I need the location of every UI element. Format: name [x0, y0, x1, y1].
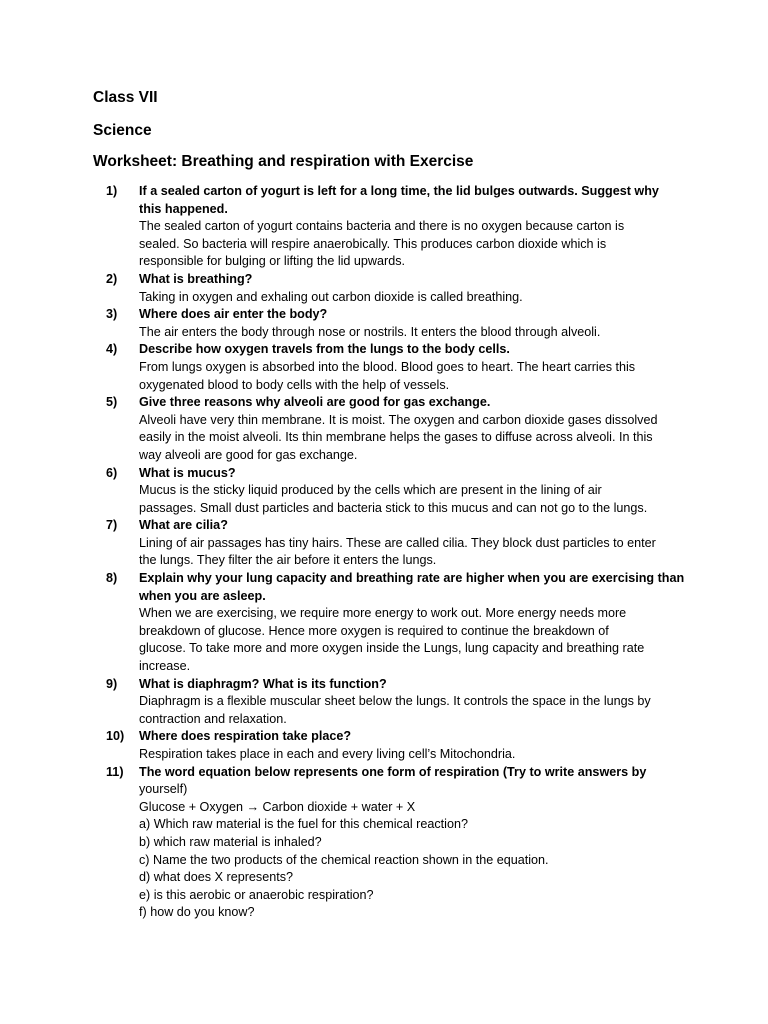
answer-line: yourself): [139, 782, 188, 797]
answer-line: breakdown of glucose. Hence more oxygen is required to continue the breakdown of: [139, 623, 609, 638]
question-number: 8): [106, 571, 118, 586]
question-line: Describe how oxygen travels from the lungs to the body cells.: [139, 342, 510, 357]
worksheet-title: Worksheet: Breathing and respiration with Exercise: [93, 153, 474, 170]
answer-line: e) is this aerobic or anaerobic respiration?: [139, 887, 374, 902]
answer-line: oxygenated blood to body cells with the help of vessels.: [139, 377, 450, 392]
answer-text: [139, 359, 679, 394]
subject-heading: Science: [93, 122, 152, 139]
answer-text: [139, 605, 679, 675]
question-number: 3): [106, 307, 118, 322]
question-item: [106, 676, 679, 729]
answer-line: Diaphragm is a flexible muscular sheet below the lungs. It controls the space in the lungs by: [139, 694, 651, 709]
question-text: [139, 465, 679, 483]
answer-line: responsible for bulging or lifting the lid upwards.: [139, 254, 406, 269]
question-number: 5): [106, 395, 118, 410]
question-line: this happened.: [139, 201, 228, 216]
answer-line: the lungs. They filter the air before it enters the lungs.: [139, 553, 437, 568]
question-text: [139, 570, 685, 605]
question-item: [106, 570, 685, 676]
question-line: What is mucus?: [139, 465, 236, 480]
answer-text: [139, 289, 679, 307]
question-text: [139, 183, 679, 218]
question-item: [106, 306, 679, 341]
question-number: 9): [106, 676, 118, 691]
answer-line: Alveoli have very thin membrane. It is moist. The oxygen and carbon dioxide gases dissolved: [139, 412, 658, 427]
question-line: What is breathing?: [139, 271, 253, 286]
question-line: Explain why your lung capacity and breathing rate are higher when you are exercising than: [139, 571, 685, 586]
question-item: [106, 183, 679, 271]
question-text: [139, 394, 679, 412]
answer-line: way alveoli are good for gas exchange.: [139, 447, 358, 462]
answer-line: c) Name the two products of the chemical reaction shown in the equation.: [139, 852, 549, 867]
question-line: If a sealed carton of yogurt is left for a long time, the lid bulges outwards. Suggest why: [139, 184, 659, 198]
answer-line: The sealed carton of yogurt contains bacteria and there is no oxygen because carton is: [139, 219, 625, 234]
question-item: [106, 394, 679, 464]
question-number: 4): [106, 342, 118, 357]
answer-line: Taking in oxygen and exhaling out carbon dioxide is called breathing.: [139, 289, 523, 304]
answer-text: [139, 746, 679, 764]
question-item: [106, 764, 679, 922]
answer-line: contraction and relaxation.: [139, 711, 287, 726]
question-number: 6): [106, 465, 118, 480]
question-number: 2): [106, 271, 118, 286]
question-line: What is diaphragm? What is its function?: [139, 676, 387, 691]
answer-line: b) which raw material is inhaled?: [139, 834, 322, 849]
answer-line: Respiration takes place in each and every living cell’s Mitochondria.: [139, 747, 516, 761]
question-text: [139, 341, 679, 359]
answer-line: Mucus is the sticky liquid produced by the cells which are present in the lining of air: [139, 483, 602, 498]
answer-line: Glucose + Oxygen → Carbon dioxide + water + X: [139, 799, 416, 814]
answer-line: When we are exercising, we require more energy to work out. More energy needs more: [139, 606, 627, 621]
question-text: [139, 306, 679, 324]
question-line: Where does air enter the body?: [139, 307, 328, 322]
class-heading: Class VII: [93, 89, 158, 106]
question-text: [139, 517, 679, 535]
question-number: 10): [106, 729, 125, 744]
answer-line: d) what does X represents?: [139, 870, 294, 885]
answer-line: a) Which raw material is the fuel for this chemical reaction?: [139, 817, 468, 832]
question-text: [139, 728, 679, 746]
question-number: 1): [106, 184, 118, 198]
answer-text: [139, 324, 679, 342]
question-line: Where does respiration take place?: [139, 729, 352, 744]
answer-line: increase.: [139, 659, 191, 674]
question-text: [139, 676, 679, 694]
answer-text: [139, 693, 679, 728]
answer-text: [139, 535, 679, 570]
answer-line: f) how do you know?: [139, 905, 255, 920]
answer-line: easily in the moist alveoli. Its thin membrane helps the gases to diffuse across alveoli. In this: [139, 430, 653, 445]
question-number: 11): [106, 764, 124, 779]
question-text: [139, 764, 679, 782]
answer-line: sealed. So bacteria will respire anaerobically. This produces carbon dioxide which is: [139, 236, 607, 251]
question-line: Give three reasons why alveoli are good for gas exchange.: [139, 395, 491, 410]
question-item: [106, 271, 679, 306]
question-list: [106, 183, 685, 922]
answer-text: [139, 482, 679, 517]
question-item: [106, 341, 679, 394]
answer-text: [139, 218, 679, 271]
question-item: [106, 465, 679, 518]
question-item: [106, 517, 679, 570]
question-text: [139, 271, 679, 289]
answer-text: [139, 412, 679, 465]
answer-line: From lungs oxygen is absorbed into the blood. Blood goes to heart. The heart carries this: [139, 359, 636, 374]
question-line: The word equation below represents one form of respiration (Try to write answers by: [139, 764, 647, 779]
answer-line: The air enters the body through nose or nostrils. It enters the blood through alveoli.: [139, 324, 601, 339]
answer-line: passages. Small dust particles and bacteria stick to this mucus and can not go to the lungs.: [139, 500, 648, 515]
question-line: when you are asleep.: [139, 588, 266, 603]
question-item: [106, 728, 679, 763]
answer-line: Lining of air passages has tiny hairs. These are called cilia. They block dust particles to enter: [139, 535, 656, 550]
question-line: What are cilia?: [139, 518, 228, 533]
answer-line: glucose. To take more and more oxygen inside the Lungs, lung capacity and breathing rate: [139, 641, 645, 656]
question-number: 7): [106, 518, 118, 533]
answer-text: [139, 781, 679, 922]
